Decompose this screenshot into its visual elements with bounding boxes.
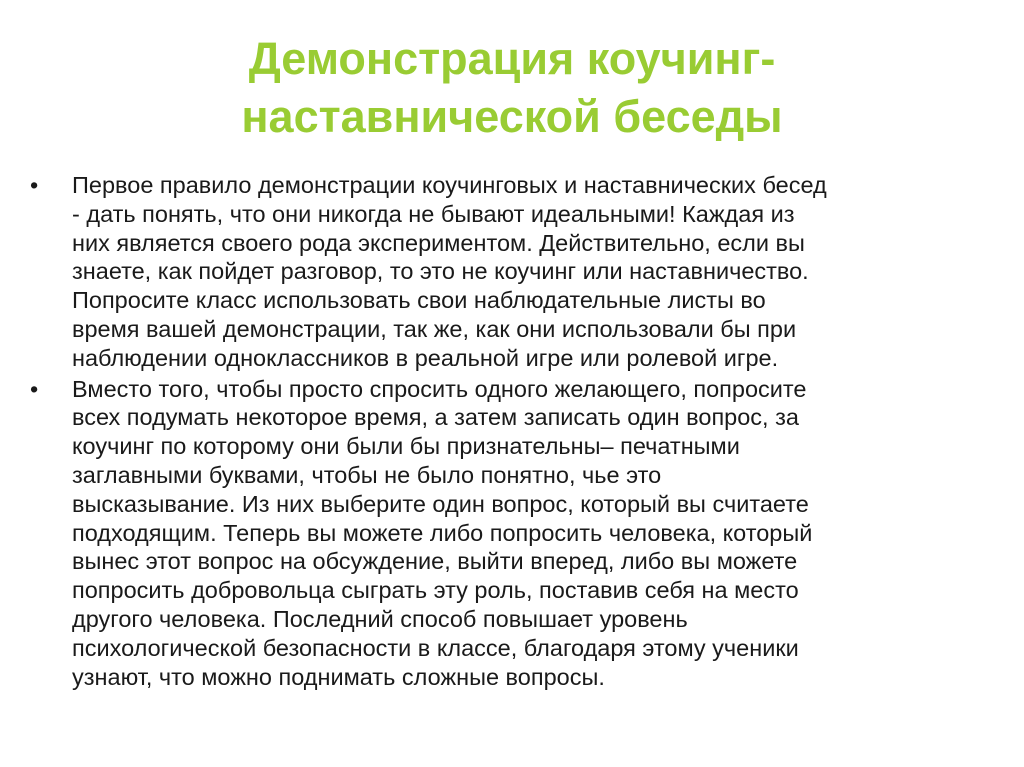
bullet-list (30, 171, 990, 693)
bullet-2-line-2: всех подумать некоторое время, а затем записать один вопрос, за (72, 404, 799, 431)
title-line-2: наставнической беседы (241, 91, 783, 142)
bullet-2-line-9: другого человека. Последний способ повышает уровень (72, 605, 688, 632)
bullet-1-line-2: - дать понять, что они никогда не бывают идеальными! Каждая из (72, 200, 795, 227)
bullet-2-line-1: Вместо того, чтобы просто спросить одного желающего, попросите (72, 375, 807, 402)
bullet-2-line-3: коучинг по которому они были бы признательны– печатными (72, 433, 740, 460)
bullet-1-line-7: наблюдении одноклассников в реальной игре или ролевой игре. (72, 344, 779, 371)
bullet-item-1 (30, 171, 990, 373)
bullet-2-line-7: вынес этот вопрос на обсуждение, выйти вперед, либо вы можете (72, 548, 798, 575)
bullet-item-2 (30, 375, 990, 692)
bullet-2-line-5: высказывание. Из них выберите один вопрос, который вы считаете (72, 490, 809, 517)
bullet-2-line-8: попросить добровольца сыграть эту роль, поставив себя на место (72, 577, 799, 604)
bullet-2-line-10: психологической безопасности в классе, благодаря этому ученики (72, 634, 799, 661)
bullet-2-line-11: узнают, что можно поднимать сложные вопросы. (72, 663, 605, 690)
bullet-dot-icon: • (30, 375, 39, 402)
bullet-dot-icon: • (30, 172, 39, 198)
bullet-1-line-5: Попросите класс использовать свои наблюдательные листы во (72, 287, 766, 314)
bullet-2-line-4: заглавными буквами, чтобы не было понятно, чье это (72, 461, 662, 488)
bullet-2-line-6: подходящим. Теперь вы можете либо попросить человека, который (72, 519, 813, 546)
bullet-1-line-4: знаете, как пойдет разговор, то это не коучинг или наставничество. (72, 258, 809, 285)
bullet-1-line-3: них является своего рода экспериментом. Действительно, если вы (72, 229, 805, 256)
bullet-1-line-1: Первое правило демонстрации коучинговых и наставнических бесед (72, 172, 827, 198)
title-line-1: Демонстрация коучинг- (248, 33, 776, 84)
bullet-1-line-6: время вашей демонстрации, так же, как они использовали бы при (72, 315, 797, 342)
slide-title (120, 30, 904, 146)
